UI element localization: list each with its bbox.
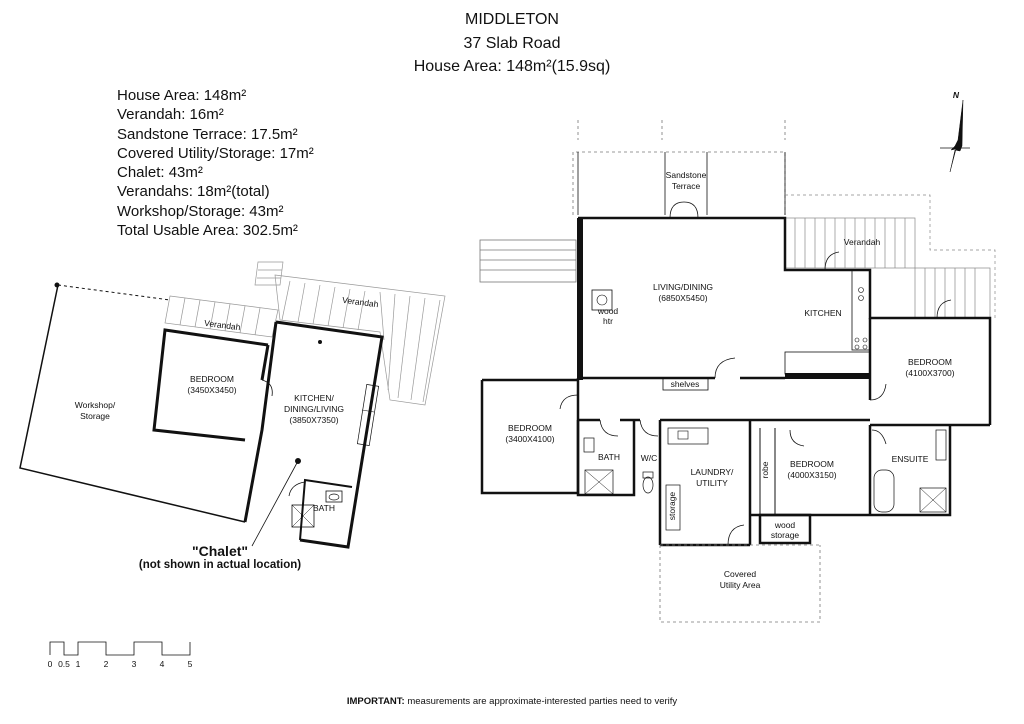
chalet-kitchen-label: DINING/LIVING — [284, 404, 344, 414]
bedroom-mid-size: (4000X3150) — [787, 470, 837, 480]
house-area-heading: House Area: 148m²(15.9sq) — [413, 58, 611, 75]
workshop-label: Storage — [80, 411, 110, 421]
scale-bar — [50, 642, 190, 655]
wood-heater-label: htr — [603, 316, 613, 326]
area-line: Chalet: 43m² — [117, 164, 203, 182]
address: 37 Slab Road — [463, 35, 561, 52]
ensuite-label: ENSUITE — [891, 454, 929, 464]
scale-tick-label: 3 — [131, 659, 137, 669]
chalet-caption — [100, 544, 340, 572]
scale-tick-label: 4 — [159, 659, 165, 669]
scale-tick-label: 0.5 — [58, 659, 70, 669]
area-line: Total Usable Area: 302.5m² — [117, 222, 298, 240]
chalet-bedroom-label: BEDROOM — [190, 374, 234, 384]
disclaimer-text: measurements are approximate-interested parties need to verify — [404, 696, 678, 707]
workshop-label: Workshop/ — [74, 400, 116, 410]
area-line: Verandah: 16m² — [117, 106, 224, 124]
bedroom-left-label: BEDROOM — [508, 423, 552, 433]
area-line: Verandahs: 18m²(total) — [117, 183, 270, 201]
terrace-label: Terrace — [671, 181, 701, 191]
wood-storage-label: storage — [770, 530, 800, 540]
page-title: MIDDLETON — [465, 11, 559, 28]
covered-area-label: Covered — [723, 569, 757, 579]
chalet-verandah-label: Verandah — [203, 317, 242, 333]
area-line: House Area: 148m² — [117, 87, 247, 104]
storage-label: storage — [667, 491, 677, 521]
north-arrow-icon — [940, 100, 970, 172]
terrace-label: Sandstone — [665, 170, 707, 180]
area-line: Covered Utility/Storage: 17m² — [117, 144, 314, 162]
chalet-bedroom-size: (3450X3450) — [187, 385, 237, 395]
scale-tick-label: 1 — [75, 659, 81, 669]
covered-area-label: Utility Area — [719, 580, 761, 590]
bedroom-right-size: (4100X3700) — [905, 368, 955, 378]
scale-tick-label: 2 — [103, 659, 109, 669]
laundry-label: LAUNDRY/ — [690, 467, 734, 477]
kitchen-label: KITCHEN — [804, 308, 842, 318]
wood-storage-label: wood — [774, 520, 796, 530]
area-line: Sandstone Terrace: 17.5m² — [117, 125, 298, 143]
robe-label: robe — [760, 461, 770, 479]
bedroom-right-label: BEDROOM — [908, 357, 952, 367]
wood-heater-label: wood — [597, 306, 619, 316]
chalet-verandah-label: Verandah — [341, 294, 380, 310]
bedroom-mid-label: BEDROOM — [790, 459, 834, 469]
bath-label: BATH — [597, 452, 621, 462]
north-label: N — [952, 90, 960, 100]
chalet-caption-note: (not shown in actual location) — [138, 559, 302, 571]
bedroom-left-size: (3400X4100) — [505, 434, 555, 444]
wc-label: W/C — [640, 453, 658, 463]
living-label: LIVING/DINING — [653, 282, 713, 292]
shelves-label: shelves — [670, 379, 700, 389]
laundry-label: UTILITY — [696, 478, 728, 488]
chalet-caption-title: "Chalet" — [191, 543, 249, 559]
chalet-bath-label: BATH — [312, 503, 336, 513]
area-line: Workshop/Storage: 43m² — [117, 202, 284, 220]
disclaimer — [0, 696, 1024, 707]
living-size: (6850X5450) — [658, 293, 708, 303]
scale-tick-label: 5 — [187, 659, 193, 669]
disclaimer-label: IMPORTANT: — [346, 696, 405, 707]
scale-tick-label: 0 — [47, 659, 53, 669]
chalet-kitchen-label: KITCHEN/ — [294, 393, 334, 403]
house-verandah-label: Verandah — [843, 237, 881, 247]
chalet-kitchen-size: (3850X7350) — [289, 415, 339, 425]
